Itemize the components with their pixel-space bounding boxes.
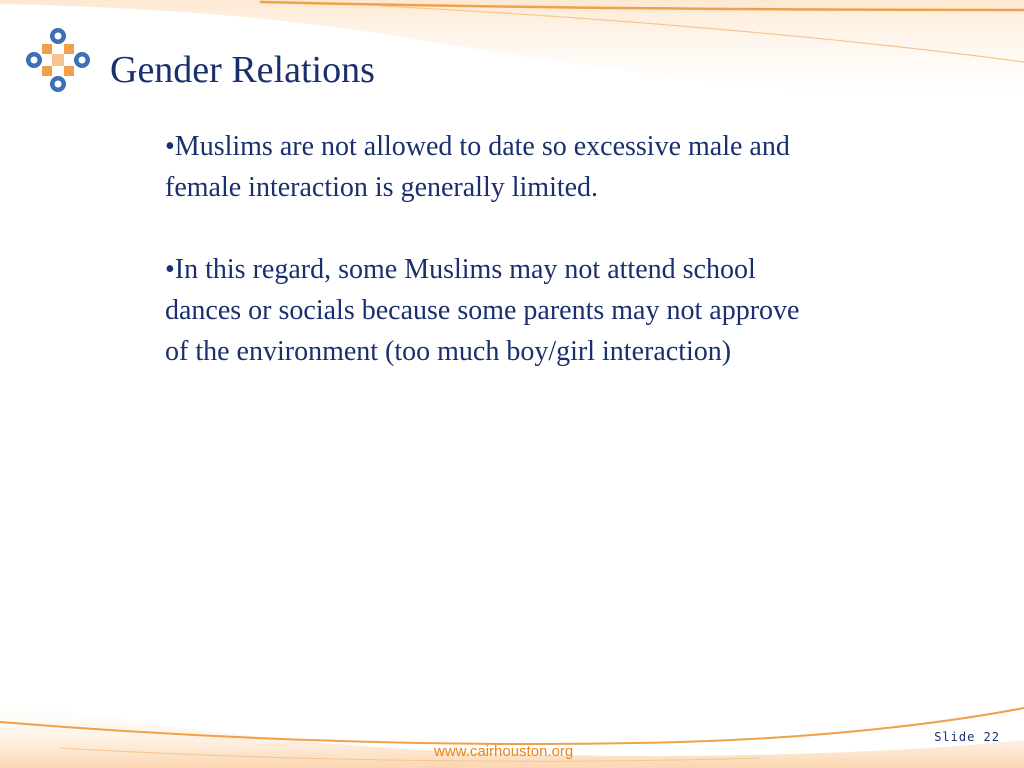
slide-title: Gender Relations: [110, 49, 375, 91]
cair-logo-icon: [24, 26, 92, 94]
slide-number: Slide 22: [934, 730, 1000, 744]
bullet-item: •Muslims are not allowed to date so excessive male and female interaction is generally limited.: [165, 131, 790, 203]
bullet-item: •In this regard, some Muslims may not attend school dances or socials because some parents may not approve of the environment (too much boy/girl interaction): [165, 254, 800, 367]
footer-url[interactable]: www.cairhouston.org: [434, 743, 574, 760]
bullet-list: [165, 126, 815, 372]
